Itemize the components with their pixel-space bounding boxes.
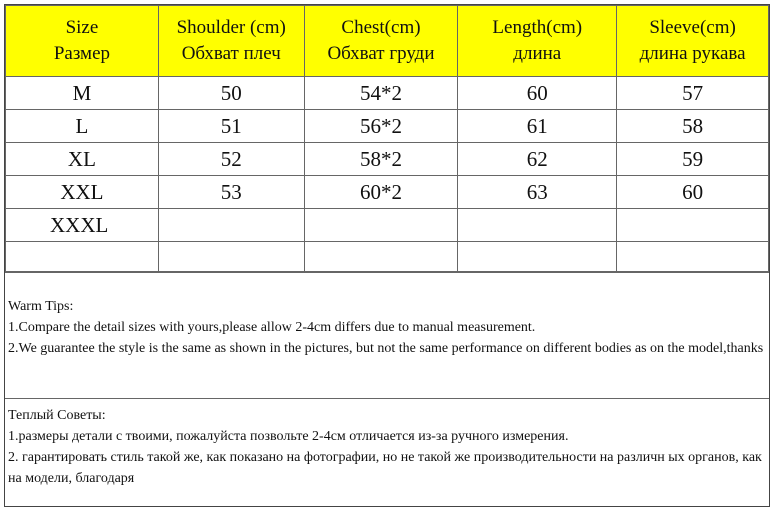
header-size <box>6 6 159 77</box>
tips-line: 1.Compare the detail sizes with yours,please allow 2-4cm differs due to manual measurement. <box>8 320 536 335</box>
header-row <box>6 6 769 77</box>
header-shoulder-ru: Обхват плеч <box>181 43 281 64</box>
table-row <box>6 176 769 209</box>
header-length-ru: длина <box>513 43 562 64</box>
size-chart <box>4 4 770 507</box>
tips-line: 2. гарантировать стиль такой же, как показано на фотографии, но не такой же производительности на различн ых органов, как на модели, благодаря <box>8 450 762 486</box>
table-row <box>6 209 769 242</box>
sleeve-cell: 57 <box>617 77 769 110</box>
header-sleeve-ru: длина рукава <box>639 43 746 64</box>
header-chest-ru: Обхват груди <box>327 43 435 64</box>
header-size-en: Size <box>65 17 99 38</box>
length-cell <box>458 209 617 242</box>
header-shoulder-en: Shoulder (cm) <box>176 17 286 38</box>
size-cell: M <box>6 77 159 110</box>
chest-cell: 56*2 <box>304 110 458 143</box>
table-row <box>6 143 769 176</box>
shoulder-cell: 53 <box>158 176 304 209</box>
header-shoulder <box>158 6 304 77</box>
length-cell: 62 <box>458 143 617 176</box>
length-cell: 61 <box>458 110 617 143</box>
size-cell: L <box>6 110 159 143</box>
header-size-ru: Размер <box>53 43 111 64</box>
size-cell: XXL <box>6 176 159 209</box>
header-length <box>458 6 617 77</box>
sleeve-cell: 59 <box>617 143 769 176</box>
warm-tips-russian <box>5 398 769 506</box>
warm-tips-english <box>5 271 769 398</box>
size-cell: XL <box>6 143 159 176</box>
header-chest-en: Chest(cm) <box>341 17 421 38</box>
chest-cell: 58*2 <box>304 143 458 176</box>
sleeve-cell: 58 <box>617 110 769 143</box>
size-table <box>5 5 769 273</box>
size-cell: XXXL <box>6 209 159 242</box>
shoulder-cell: 52 <box>158 143 304 176</box>
header-length-en: Length(cm) <box>492 17 583 38</box>
shoulder-cell: 50 <box>158 77 304 110</box>
table-row <box>6 77 769 110</box>
shoulder-cell <box>158 209 304 242</box>
table-row <box>6 110 769 143</box>
table-row-empty <box>6 242 769 273</box>
header-sleeve <box>617 6 769 77</box>
tips-title: Теплый Советы: <box>8 408 106 423</box>
chest-cell: 60*2 <box>304 176 458 209</box>
header-chest <box>304 6 458 77</box>
chest-cell <box>304 209 458 242</box>
shoulder-cell: 51 <box>158 110 304 143</box>
tips-line: 2.We guarantee the style is the same as shown in the pictures, but not the same performance on different bodies as on the model,thanks <box>8 341 764 356</box>
tips-title: Warm Tips: <box>8 299 74 314</box>
length-cell: 60 <box>458 77 617 110</box>
length-cell: 63 <box>458 176 617 209</box>
sleeve-cell <box>617 209 769 242</box>
chest-cell: 54*2 <box>304 77 458 110</box>
tips-line: 1.размеры детали с твоими, пожалуйста позвольте 2-4см отличается из-за ручного измерения. <box>8 429 569 444</box>
sleeve-cell: 60 <box>617 176 769 209</box>
header-sleeve-en: Sleeve(cm) <box>649 17 736 38</box>
